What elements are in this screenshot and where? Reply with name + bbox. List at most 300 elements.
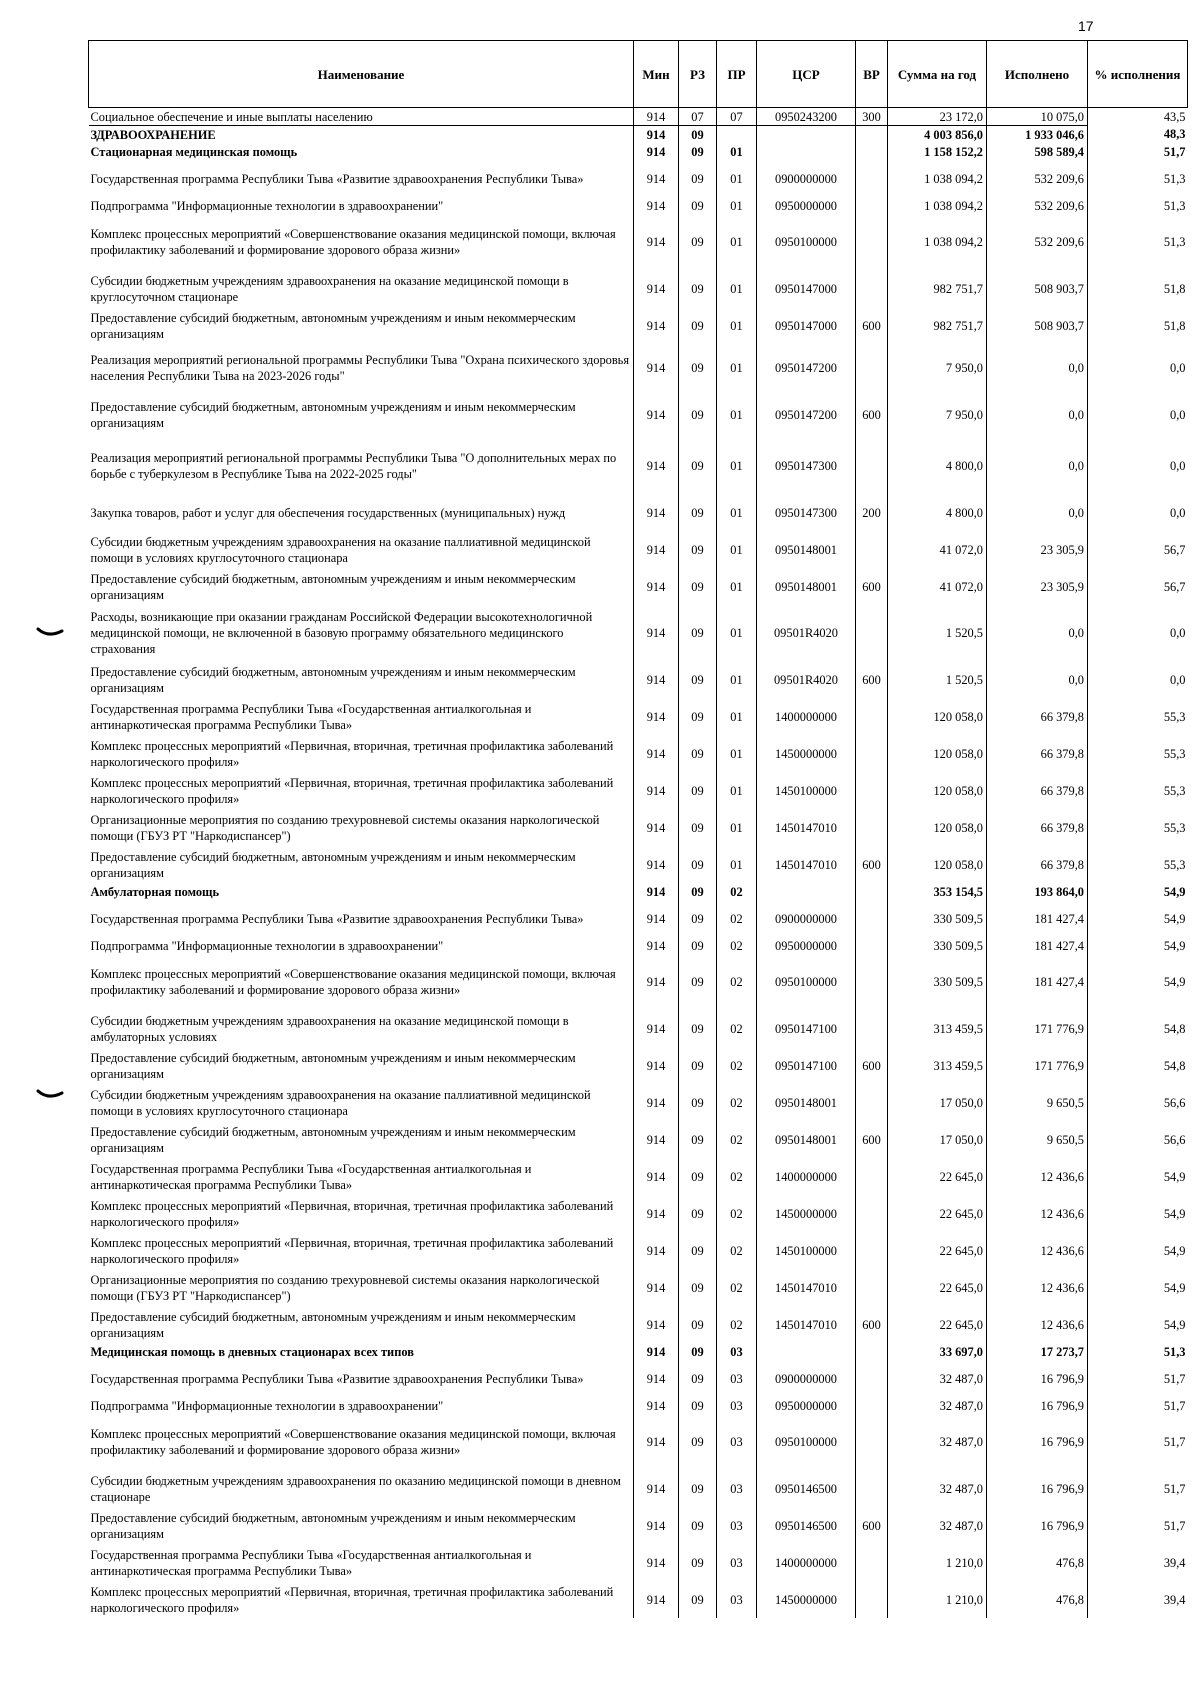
cell-done: 532 209,6 — [987, 160, 1088, 197]
cell-rz: 09 — [679, 160, 717, 197]
cell-done: 16 796,9 — [987, 1397, 1088, 1414]
table-row — [89, 735, 1188, 772]
cell-done: 181 427,4 — [987, 937, 1088, 954]
cell-sum: 22 645,0 — [888, 1158, 987, 1195]
cell-pct: 0,0 — [1170, 672, 1186, 687]
cell-pct: 0,0 — [1170, 626, 1186, 640]
cell-name: Расходы, возникающие при оказании гражданам Российской Федерации высокотехнологичной медицинской помощи, не включенной в базовую программу обязательного медицинского страхования — [89, 605, 634, 661]
cell-done: 16 796,9 — [987, 1360, 1088, 1397]
cell-pct: 39,4 — [1163, 1592, 1186, 1607]
cell-pr: 01 — [717, 809, 757, 846]
cell-csr: 0950147100 — [757, 1047, 856, 1084]
table-row — [89, 937, 1188, 954]
cell-min: 914 — [634, 494, 679, 531]
cell-rz: 09 — [679, 698, 717, 735]
cell-done: 532 209,6 — [987, 197, 1088, 214]
cell-sum: 1 158 152,2 — [888, 143, 987, 160]
cell-pct: 48,3 — [1163, 127, 1186, 142]
cell-done: 12 436,6 — [987, 1158, 1088, 1195]
cell-pct: 51,7 — [1163, 1518, 1186, 1533]
cell-pct: 54,9 — [1163, 1169, 1186, 1184]
table-row — [89, 772, 1188, 809]
cell-pr: 01 — [717, 605, 757, 661]
table-row — [89, 1121, 1188, 1158]
cell-sum: 41 072,0 — [888, 568, 987, 605]
cell-sum: 1 038 094,2 — [888, 214, 987, 270]
table-row — [89, 197, 1188, 214]
cell-sum: 32 487,0 — [888, 1360, 987, 1397]
cell-rz: 09 — [679, 1360, 717, 1397]
cell-pr: 07 — [717, 108, 757, 126]
cell-pr: 01 — [717, 568, 757, 605]
cell-name: Предоставление субсидий бюджетным, автономным учреждениям и иным некоммерческим организациям — [89, 1047, 634, 1084]
cell-sum: 32 487,0 — [888, 1507, 987, 1544]
cell-sum: 23 172,0 — [888, 108, 987, 126]
cell-vr — [856, 438, 888, 494]
cell-csr — [757, 143, 856, 160]
cell-pr: 03 — [717, 1360, 757, 1397]
cell-sum: 1 520,5 — [888, 661, 987, 698]
cell-vr — [856, 1581, 888, 1618]
cell-pr: 01 — [717, 214, 757, 270]
cell-rz: 09 — [679, 391, 717, 438]
cell-name: Предоставление субсидий бюджетным, автономным учреждениям и иным некоммерческим организациям — [89, 307, 634, 344]
cell-csr: 0950147300 — [757, 438, 856, 494]
cell-pr: 01 — [717, 438, 757, 494]
cell-pr: 02 — [717, 1269, 757, 1306]
cell-name: Государственная программа Республики Тыва «Государственная антиалкогольная и антинаркотическая программа Республики Тыва» — [89, 698, 634, 735]
cell-rz: 09 — [679, 1397, 717, 1414]
cell-pr: 02 — [717, 1010, 757, 1047]
cell-vr — [856, 1010, 888, 1047]
cell-pr: 01 — [717, 698, 757, 735]
cell-sum: 17 050,0 — [888, 1084, 987, 1121]
table-row — [89, 1158, 1188, 1195]
cell-min: 914 — [634, 605, 679, 661]
cell-name: Субсидии бюджетным учреждениям здравоохранения на оказание медицинской помощи в амбулаторных условиях — [89, 1010, 634, 1047]
table-row — [89, 698, 1188, 735]
cell-csr: 0950147000 — [757, 307, 856, 344]
cell-pct: 54,9 — [1163, 975, 1186, 989]
cell-sum: 4 003 856,0 — [888, 126, 987, 144]
cell-min: 914 — [634, 1360, 679, 1397]
cell-csr: 0950000000 — [757, 197, 856, 214]
cell-sum: 330 509,5 — [888, 954, 987, 1010]
cell-rz: 09 — [679, 1581, 717, 1618]
cell-done: 12 436,6 — [987, 1195, 1088, 1232]
cell-rz: 09 — [679, 1544, 717, 1581]
cell-sum: 120 058,0 — [888, 698, 987, 735]
cell-name: Комплекс процессных мероприятий «Первичная, вторичная, третичная профилактика заболеваний наркологического профиля» — [89, 1581, 634, 1618]
cell-name: Подпрограмма "Информационные технологии в здравоохранении" — [89, 197, 634, 214]
cell-sum: 330 509,5 — [888, 900, 987, 937]
cell-vr — [856, 1343, 888, 1360]
cell-csr: 1450100000 — [757, 1232, 856, 1269]
cell-sum: 33 697,0 — [888, 1343, 987, 1360]
table-row — [89, 126, 1188, 144]
cell-done: 1 933 046,6 — [987, 126, 1088, 144]
cell-sum: 313 459,5 — [888, 1010, 987, 1047]
cell-pct: 54,9 — [1163, 938, 1186, 953]
table-header — [89, 41, 1188, 108]
cell-name: Предоставление субсидий бюджетным, автономным учреждениям и иным некоммерческим организациям — [89, 661, 634, 698]
cell-min: 914 — [634, 1195, 679, 1232]
cell-pr: 01 — [717, 270, 757, 307]
cell-min: 914 — [634, 1121, 679, 1158]
cell-vr — [856, 1470, 888, 1507]
cell-vr — [856, 1269, 888, 1306]
col-header-min: Мин — [634, 41, 679, 108]
cell-min: 914 — [634, 846, 679, 883]
table-row — [89, 531, 1188, 568]
cell-min: 914 — [634, 1507, 679, 1544]
cell-csr: 0950147200 — [757, 391, 856, 438]
cell-pct: 51,7 — [1163, 1398, 1186, 1413]
cell-pr: 02 — [717, 1158, 757, 1195]
cell-pr: 01 — [717, 735, 757, 772]
cell-done: 0,0 — [987, 344, 1088, 391]
cell-pr: 03 — [717, 1470, 757, 1507]
cell-rz: 09 — [679, 954, 717, 1010]
cell-done: 171 776,9 — [987, 1010, 1088, 1047]
cell-done: 16 796,9 — [987, 1470, 1088, 1507]
cell-name: ЗДРАВООХРАНЕНИЕ — [89, 126, 634, 144]
table-row — [89, 438, 1188, 494]
cell-rz: 09 — [679, 1306, 717, 1343]
cell-min: 914 — [634, 1084, 679, 1121]
table-row — [89, 1414, 1188, 1470]
cell-vr — [856, 344, 888, 391]
cell-rz: 09 — [679, 197, 717, 214]
cell-csr: 1450147010 — [757, 1269, 856, 1306]
cell-pr: 01 — [717, 197, 757, 214]
table-row — [89, 143, 1188, 160]
cell-pct: 55,3 — [1163, 783, 1186, 798]
cell-min: 914 — [634, 698, 679, 735]
cell-rz: 09 — [679, 531, 717, 568]
cell-done: 508 903,7 — [987, 270, 1088, 307]
cell-pct: 43,5 — [1163, 109, 1186, 124]
cell-pr: 01 — [717, 160, 757, 197]
cell-rz: 09 — [679, 438, 717, 494]
cell-pct: 39,4 — [1163, 1555, 1186, 1570]
cell-rz: 09 — [679, 1232, 717, 1269]
cell-vr — [856, 1195, 888, 1232]
table-row — [89, 494, 1188, 531]
cell-vr: 600 — [856, 1507, 888, 1544]
cell-pr: 03 — [717, 1397, 757, 1414]
cell-name: Субсидии бюджетным учреждениям здравоохранения по оказанию медицинской помощи в дневном стационаре — [89, 1470, 634, 1507]
cell-csr: 0950243200 — [757, 108, 856, 126]
cell-min: 914 — [634, 772, 679, 809]
table-row — [89, 1195, 1188, 1232]
table-row — [89, 883, 1188, 900]
cell-pct: 55,3 — [1163, 709, 1186, 724]
cell-csr: 0950148001 — [757, 531, 856, 568]
cell-sum: 32 487,0 — [888, 1414, 987, 1470]
cell-pct: 0,0 — [1170, 459, 1186, 473]
cell-csr: 1450000000 — [757, 1195, 856, 1232]
cell-rz: 09 — [679, 494, 717, 531]
cell-pr: 01 — [717, 344, 757, 391]
cell-rz: 09 — [679, 605, 717, 661]
cell-pct: 51,3 — [1163, 198, 1186, 213]
table-row — [89, 1544, 1188, 1581]
cell-vr — [856, 1360, 888, 1397]
cell-done: 0,0 — [987, 391, 1088, 438]
cell-pct: 51,3 — [1163, 235, 1186, 249]
table-row — [89, 270, 1188, 307]
cell-csr: 0900000000 — [757, 160, 856, 197]
cell-rz: 09 — [679, 143, 717, 160]
cell-pct: 51,3 — [1163, 171, 1186, 186]
cell-min: 914 — [634, 214, 679, 270]
cell-rz: 09 — [679, 270, 717, 307]
cell-done: 0,0 — [987, 438, 1088, 494]
cell-done: 12 436,6 — [987, 1232, 1088, 1269]
cell-rz: 09 — [679, 937, 717, 954]
cell-sum: 22 645,0 — [888, 1195, 987, 1232]
cell-done: 598 589,4 — [987, 143, 1088, 160]
cell-rz: 09 — [679, 735, 717, 772]
cell-csr: 0950147100 — [757, 1010, 856, 1047]
cell-done: 171 776,9 — [987, 1047, 1088, 1084]
cell-vr — [856, 900, 888, 937]
cell-csr: 1450100000 — [757, 772, 856, 809]
cell-min: 914 — [634, 1470, 679, 1507]
col-header-done: Исполнено — [987, 41, 1088, 108]
table-row — [89, 568, 1188, 605]
cell-pct: 51,7 — [1163, 1371, 1186, 1386]
cell-vr — [856, 735, 888, 772]
col-header-name: Наименование — [89, 41, 634, 108]
cell-name: Комплекс процессных мероприятий «Первичная, вторичная, третичная профилактика заболеваний наркологического профиля» — [89, 772, 634, 809]
cell-name: Государственная программа Республики Тыва «Развитие здравоохранения Республики Тыва» — [89, 1360, 634, 1397]
table-row — [89, 344, 1188, 391]
cell-csr: 0950100000 — [757, 954, 856, 1010]
cell-csr — [757, 1343, 856, 1360]
table-row — [89, 900, 1188, 937]
cell-min: 914 — [634, 270, 679, 307]
cell-csr: 1450147010 — [757, 846, 856, 883]
col-header-pct: % исполнения — [1088, 41, 1188, 108]
cell-vr — [856, 883, 888, 900]
cell-pct: 51,3 — [1163, 1344, 1186, 1359]
cell-min: 914 — [634, 1397, 679, 1414]
table-row — [89, 1360, 1188, 1397]
table-row — [89, 1306, 1188, 1343]
cell-vr — [856, 1232, 888, 1269]
cell-name: Предоставление субсидий бюджетным, автономным учреждениям и иным некоммерческим организациям — [89, 1121, 634, 1158]
cell-csr: 09501R4020 — [757, 661, 856, 698]
cell-pct: 54,8 — [1163, 1021, 1186, 1036]
cell-pr: 02 — [717, 1306, 757, 1343]
cell-name: Амбулаторная помощь — [89, 883, 634, 900]
cell-min: 914 — [634, 160, 679, 197]
cell-name: Субсидии бюджетным учреждениям здравоохранения на оказание медицинской помощи в круглосуточном стационаре — [89, 270, 634, 307]
cell-csr: 0950148001 — [757, 1121, 856, 1158]
cell-vr — [856, 143, 888, 160]
cell-pr: 01 — [717, 494, 757, 531]
cell-min: 914 — [634, 1306, 679, 1343]
cell-csr: 09501R4020 — [757, 605, 856, 661]
cell-vr: 600 — [856, 661, 888, 698]
cell-name: Комплекс процессных мероприятий «Первичная, вторичная, третичная профилактика заболеваний наркологического профиля» — [89, 735, 634, 772]
cell-min: 914 — [634, 197, 679, 214]
cell-pct: 54,8 — [1163, 1058, 1186, 1073]
table-row — [89, 1507, 1188, 1544]
cell-pr: 02 — [717, 1121, 757, 1158]
cell-vr — [856, 197, 888, 214]
table-row — [89, 1470, 1188, 1507]
cell-csr: 0950100000 — [757, 214, 856, 270]
cell-done: 16 796,9 — [987, 1414, 1088, 1470]
cell-vr — [856, 1397, 888, 1414]
cell-min: 914 — [634, 108, 679, 126]
table-row — [89, 160, 1188, 197]
cell-sum: 22 645,0 — [888, 1232, 987, 1269]
cell-rz: 09 — [679, 772, 717, 809]
cell-sum: 17 050,0 — [888, 1121, 987, 1158]
cell-done: 23 305,9 — [987, 531, 1088, 568]
cell-min: 914 — [634, 1232, 679, 1269]
cell-sum: 120 058,0 — [888, 735, 987, 772]
cell-pr: 01 — [717, 143, 757, 160]
cell-done: 10 075,0 — [987, 108, 1088, 126]
cell-csr: 0950000000 — [757, 1397, 856, 1414]
cell-done: 66 379,8 — [987, 809, 1088, 846]
cell-vr — [856, 160, 888, 197]
cell-name: Государственная программа Республики Тыва «Государственная антиалкогольная и антинаркотическая программа Республики Тыва» — [89, 1544, 634, 1581]
cell-sum: 41 072,0 — [888, 531, 987, 568]
cell-csr: 0900000000 — [757, 1360, 856, 1397]
cell-done: 66 379,8 — [987, 846, 1088, 883]
table-row — [89, 1269, 1188, 1306]
cell-pct: 54,9 — [1163, 1243, 1186, 1258]
cell-name: Комплекс процессных мероприятий «Совершенствование оказания медицинской помощи, включая профилактику заболеваний и формирование здорового образа жизни» — [89, 954, 634, 1010]
cell-pr: 01 — [717, 772, 757, 809]
cell-min: 914 — [634, 1414, 679, 1470]
cell-done: 0,0 — [987, 605, 1088, 661]
cell-pct: 51,8 — [1163, 318, 1186, 333]
cell-vr: 300 — [856, 108, 888, 126]
cell-vr: 600 — [856, 1121, 888, 1158]
cell-vr — [856, 214, 888, 270]
cell-vr — [856, 1084, 888, 1121]
cell-csr: 0950100000 — [757, 1414, 856, 1470]
table-body — [89, 108, 1188, 1619]
cell-rz: 09 — [679, 883, 717, 900]
cell-sum: 353 154,5 — [888, 883, 987, 900]
cell-min: 914 — [634, 1544, 679, 1581]
cell-done: 23 305,9 — [987, 568, 1088, 605]
cell-name: Предоставление субсидий бюджетным, автономным учреждениям и иным некоммерческим организациям — [89, 1507, 634, 1544]
cell-pr: 02 — [717, 1195, 757, 1232]
cell-min: 914 — [634, 391, 679, 438]
cell-sum: 1 520,5 — [888, 605, 987, 661]
cell-name: Государственная программа Республики Тыва «Развитие здравоохранения Республики Тыва» — [89, 160, 634, 197]
cell-vr: 600 — [856, 1047, 888, 1084]
table-row — [89, 307, 1188, 344]
cell-pr: 02 — [717, 954, 757, 1010]
cell-name: Комплекс процессных мероприятий «Совершенствование оказания медицинской помощи, включая профилактику заболеваний и формирование здорового образа жизни» — [89, 1414, 634, 1470]
cell-rz: 09 — [679, 307, 717, 344]
cell-name: Закупка товаров, работ и услуг для обеспечения государственных (муниципальных) нужд — [89, 494, 634, 531]
cell-sum: 1 210,0 — [888, 1581, 987, 1618]
cell-rz: 09 — [679, 1158, 717, 1195]
cell-pr: 01 — [717, 307, 757, 344]
cell-done: 16 796,9 — [987, 1507, 1088, 1544]
cell-rz: 09 — [679, 1414, 717, 1470]
cell-pr: 03 — [717, 1507, 757, 1544]
cell-pr — [717, 126, 757, 144]
col-header-csr: ЦСР — [757, 41, 856, 108]
cell-vr — [856, 1544, 888, 1581]
cell-min: 914 — [634, 1158, 679, 1195]
table-row — [89, 1232, 1188, 1269]
cell-rz: 09 — [679, 1507, 717, 1544]
cell-pct: 56,7 — [1163, 579, 1186, 594]
cell-min: 914 — [634, 1343, 679, 1360]
cell-pct: 55,3 — [1163, 746, 1186, 761]
cell-name: Подпрограмма "Информационные технологии в здравоохранении" — [89, 937, 634, 954]
cell-rz: 09 — [679, 1343, 717, 1360]
cell-min: 914 — [634, 143, 679, 160]
cell-csr: 0950147200 — [757, 344, 856, 391]
cell-pct: 56,6 — [1163, 1132, 1186, 1147]
cell-rz: 09 — [679, 809, 717, 846]
cell-done: 12 436,6 — [987, 1269, 1088, 1306]
cell-min: 914 — [634, 568, 679, 605]
cell-rz: 09 — [679, 1084, 717, 1121]
cell-name: Комплекс процессных мероприятий «Совершенствование оказания медицинской помощи, включая профилактику заболеваний и формирование здорового образа жизни» — [89, 214, 634, 270]
cell-csr: 0950148001 — [757, 1084, 856, 1121]
cell-sum: 4 800,0 — [888, 438, 987, 494]
cell-vr — [856, 270, 888, 307]
cell-sum: 32 487,0 — [888, 1397, 987, 1414]
cell-rz: 09 — [679, 214, 717, 270]
cell-pct: 55,3 — [1163, 820, 1186, 835]
cell-min: 914 — [634, 883, 679, 900]
cell-vr — [856, 531, 888, 568]
cell-min: 914 — [634, 438, 679, 494]
table-row — [89, 809, 1188, 846]
cell-pr: 02 — [717, 883, 757, 900]
cell-done: 66 379,8 — [987, 698, 1088, 735]
table-row — [89, 391, 1188, 438]
cell-sum: 313 459,5 — [888, 1047, 987, 1084]
cell-rz: 09 — [679, 1010, 717, 1047]
cell-rz: 07 — [679, 108, 717, 126]
cell-csr: 0950147300 — [757, 494, 856, 531]
cell-pct: 51,8 — [1163, 281, 1186, 296]
cell-rz: 09 — [679, 126, 717, 144]
cell-csr: 1450000000 — [757, 1581, 856, 1618]
budget-table — [88, 40, 1188, 1618]
cell-vr — [856, 1414, 888, 1470]
table-row — [89, 605, 1188, 661]
cell-vr — [856, 1158, 888, 1195]
cell-pct: 54,9 — [1163, 1317, 1186, 1332]
cell-csr: 0950000000 — [757, 937, 856, 954]
cell-name: Стационарная медицинская помощь — [89, 143, 634, 160]
cell-done: 181 427,4 — [987, 900, 1088, 937]
cell-name: Субсидии бюджетным учреждениям здравоохранения на оказание паллиативной медицинской помощи в условиях круглосуточного стационара — [89, 1084, 634, 1121]
cell-vr: 200 — [856, 494, 888, 531]
cell-name: Субсидии бюджетным учреждениям здравоохранения на оказание паллиативной медицинской помощи в условиях круглосуточного стационара — [89, 531, 634, 568]
cell-csr: 0950146500 — [757, 1470, 856, 1507]
cell-name: Медицинская помощь в дневных стационарах всех типов — [89, 1343, 634, 1360]
